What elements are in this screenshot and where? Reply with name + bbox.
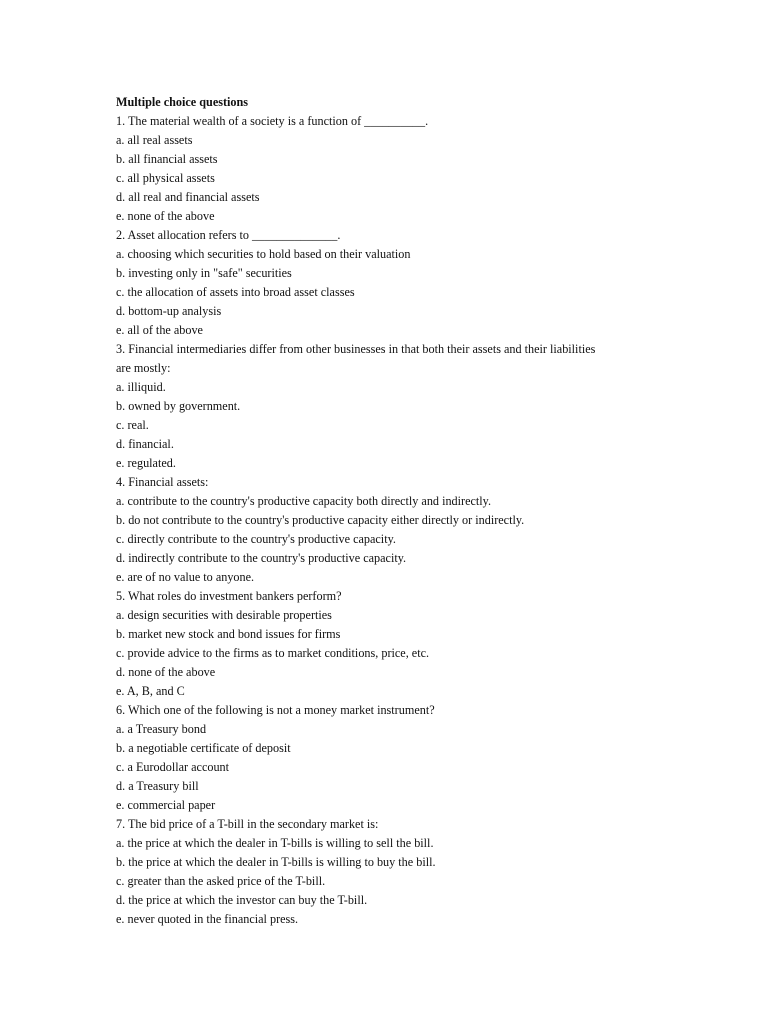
question-stem: 4. Financial assets: <box>116 475 209 489</box>
answer-option: a. all real assets <box>116 133 193 147</box>
document-page <box>116 93 676 929</box>
question-stem: 5. What roles do investment bankers perform? <box>116 589 342 603</box>
question-list <box>116 112 676 929</box>
answer-option: e. are of no value to anyone. <box>116 570 255 584</box>
option-list <box>116 720 676 815</box>
option-list <box>116 606 676 701</box>
question-stem: are mostly: <box>116 361 171 375</box>
question-stem: 3. Financial intermediaries differ from other businesses in that both their assets and their liabilities <box>116 342 596 356</box>
question-block <box>116 815 676 929</box>
answer-option: b. a negotiable certificate of deposit <box>116 741 291 755</box>
answer-option: e. commercial paper <box>116 798 216 812</box>
answer-option: d. indirectly contribute to the country's productive capacity. <box>116 551 407 565</box>
option-list <box>116 131 676 226</box>
question-block <box>116 112 676 226</box>
answer-option: e. never quoted in the financial press. <box>116 912 299 926</box>
answer-option: c. a Eurodollar account <box>116 760 230 774</box>
option-list <box>116 492 676 587</box>
answer-option: b. the price at which the dealer in T-bills is willing to buy the bill. <box>116 855 436 869</box>
question-stem: 7. The bid price of a T-bill in the secondary market is: <box>116 817 379 831</box>
answer-option: b. market new stock and bond issues for firms <box>116 627 341 641</box>
answer-option: e. regulated. <box>116 456 176 470</box>
answer-option: c. the allocation of assets into broad asset classes <box>116 285 355 299</box>
document-heading: Multiple choice questions <box>116 95 249 109</box>
answer-option: a. a Treasury bond <box>116 722 207 736</box>
answer-option: e. none of the above <box>116 209 215 223</box>
question-stem: 6. Which one of the following is not a money market instrument? <box>116 703 435 717</box>
option-list <box>116 378 676 473</box>
question-block <box>116 226 676 340</box>
answer-option: b. owned by government. <box>116 399 241 413</box>
answer-option: d. all real and financial assets <box>116 190 260 204</box>
answer-option: a. choosing which securities to hold based on their valuation <box>116 247 411 261</box>
answer-option: b. investing only in "safe" securities <box>116 266 292 280</box>
answer-option: a. design securities with desirable properties <box>116 608 332 622</box>
answer-option: d. none of the above <box>116 665 216 679</box>
answer-option: d. the price at which the investor can buy the T-bill. <box>116 893 368 907</box>
answer-option: c. all physical assets <box>116 171 215 185</box>
question-block <box>116 587 676 701</box>
option-list <box>116 834 676 929</box>
answer-option: a. contribute to the country's productive capacity both directly and indirectly. <box>116 494 492 508</box>
question-block <box>116 473 676 587</box>
answer-option: e. all of the above <box>116 323 203 337</box>
question-stem: 1. The material wealth of a society is a function of __________. <box>116 114 429 128</box>
answer-option: d. financial. <box>116 437 174 451</box>
answer-option: b. all financial assets <box>116 152 218 166</box>
answer-option: c. provide advice to the firms as to market conditions, price, etc. <box>116 646 430 660</box>
answer-option: a. the price at which the dealer in T-bills is willing to sell the bill. <box>116 836 434 850</box>
answer-option: b. do not contribute to the country's productive capacity either directly or indirectly. <box>116 513 525 527</box>
answer-option: e. A, B, and C <box>116 684 185 698</box>
answer-option: d. bottom-up analysis <box>116 304 222 318</box>
question-block <box>116 701 676 815</box>
option-list <box>116 245 676 340</box>
answer-option: c. greater than the asked price of the T-bill. <box>116 874 326 888</box>
answer-option: a. illiquid. <box>116 380 166 394</box>
answer-option: d. a Treasury bill <box>116 779 199 793</box>
answer-option: c. directly contribute to the country's productive capacity. <box>116 532 396 546</box>
question-stem: 2. Asset allocation refers to ______________. <box>116 228 341 242</box>
answer-option: c. real. <box>116 418 149 432</box>
question-block <box>116 340 676 473</box>
